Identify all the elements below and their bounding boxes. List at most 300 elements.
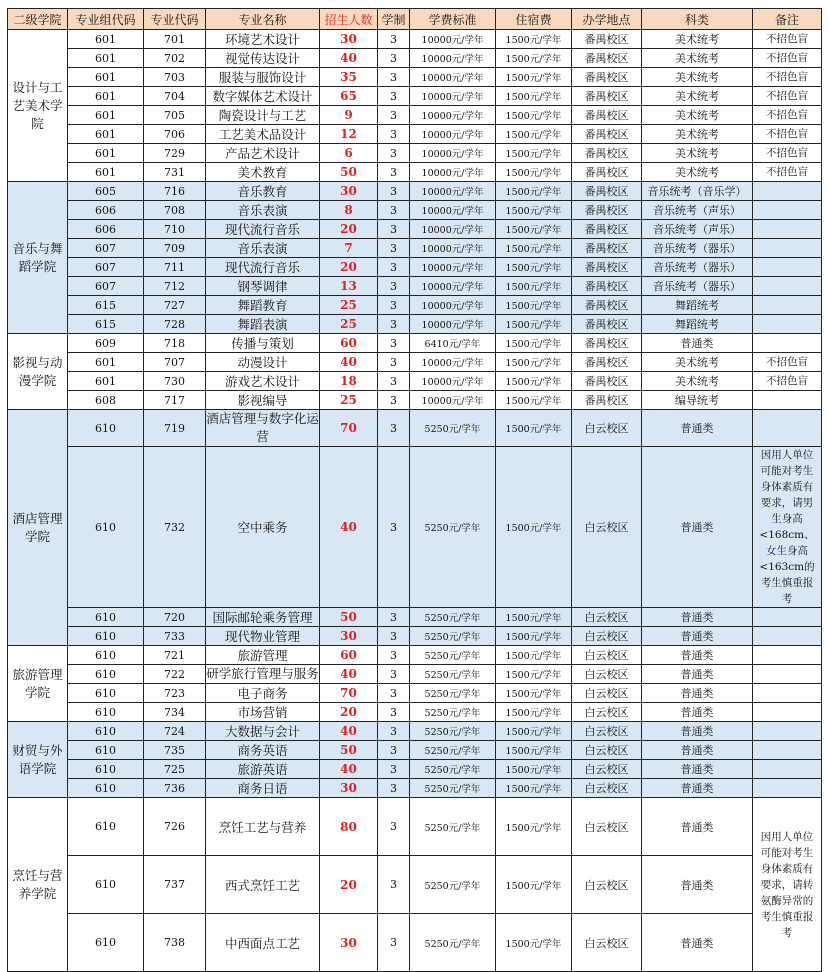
cell-group-code: 610 <box>68 684 144 703</box>
cell-years: 3 <box>378 627 410 646</box>
cell-group-code: 601 <box>68 30 144 49</box>
cell-group-code: 610 <box>68 627 144 646</box>
cell-note: 不招色盲 <box>753 144 822 163</box>
cell-tuition: 10000元/学年 <box>410 391 496 410</box>
cell-note: 因用人单位可能对考生身体素质有要求，请转氨酶异常的考生慎重报考 <box>753 798 822 972</box>
cell-years: 3 <box>378 798 410 856</box>
cell-tuition: 5250元/学年 <box>410 608 496 627</box>
cell-dorm-fee: 1500元/学年 <box>496 258 572 277</box>
cell-group-code: 601 <box>68 163 144 182</box>
table-body <box>8 30 822 972</box>
cell-category: 普通类 <box>642 779 753 798</box>
cell-enrollment-count: 50 <box>320 608 378 627</box>
cell-enrollment-count: 60 <box>320 334 378 353</box>
cell-major-code: 728 <box>144 315 206 334</box>
cell-category: 普通类 <box>642 703 753 722</box>
cell-years: 3 <box>378 163 410 182</box>
cell-major-name: 美术教育 <box>206 163 320 182</box>
cell-enrollment-count: 25 <box>320 296 378 315</box>
cell-college: 酒店管理学院 <box>8 410 68 646</box>
cell-major-name: 国际邮轮乘务管理 <box>206 608 320 627</box>
cell-major-code: 725 <box>144 760 206 779</box>
header-college: 二级学院 <box>8 9 68 30</box>
enrollment-table-wrapper <box>7 8 821 972</box>
cell-group-code: 610 <box>68 741 144 760</box>
cell-dorm-fee: 1500元/学年 <box>496 741 572 760</box>
cell-years: 3 <box>378 856 410 914</box>
cell-campus: 番禺校区 <box>572 87 642 106</box>
table-row <box>8 68 822 87</box>
cell-major-code: 719 <box>144 410 206 447</box>
cell-group-code: 610 <box>68 646 144 665</box>
cell-tuition: 10000元/学年 <box>410 49 496 68</box>
cell-major-name: 陶瓷设计与工艺 <box>206 106 320 125</box>
cell-major-name: 大数据与会计 <box>206 722 320 741</box>
table-row <box>8 258 822 277</box>
cell-years: 3 <box>378 220 410 239</box>
cell-dorm-fee: 1500元/学年 <box>496 447 572 608</box>
cell-tuition: 5250元/学年 <box>410 856 496 914</box>
cell-note <box>753 741 822 760</box>
cell-dorm-fee: 1500元/学年 <box>496 182 572 201</box>
cell-years: 3 <box>378 296 410 315</box>
cell-note <box>753 646 822 665</box>
cell-major-name: 舞蹈表演 <box>206 315 320 334</box>
cell-dorm-fee: 1500元/学年 <box>496 372 572 391</box>
header-dorm-fee: 住宿费 <box>496 9 572 30</box>
table-row <box>8 144 822 163</box>
cell-enrollment-count: 13 <box>320 277 378 296</box>
cell-years: 3 <box>378 182 410 201</box>
cell-dorm-fee: 1500元/学年 <box>496 106 572 125</box>
table-row <box>8 798 822 856</box>
cell-years: 3 <box>378 277 410 296</box>
cell-major-name: 舞蹈教育 <box>206 296 320 315</box>
cell-major-name: 数字媒体艺术设计 <box>206 87 320 106</box>
cell-tuition: 5250元/学年 <box>410 684 496 703</box>
cell-tuition: 10000元/学年 <box>410 182 496 201</box>
cell-enrollment-count: 20 <box>320 258 378 277</box>
cell-tuition: 5250元/学年 <box>410 798 496 856</box>
cell-dorm-fee: 1500元/学年 <box>496 665 572 684</box>
cell-years: 3 <box>378 239 410 258</box>
cell-enrollment-count: 7 <box>320 239 378 258</box>
cell-enrollment-count: 9 <box>320 106 378 125</box>
cell-years: 3 <box>378 779 410 798</box>
cell-dorm-fee: 1500元/学年 <box>496 30 572 49</box>
cell-years: 3 <box>378 30 410 49</box>
cell-major-name: 影视编导 <box>206 391 320 410</box>
cell-years: 3 <box>378 334 410 353</box>
enrollment-plan-table <box>7 8 822 972</box>
cell-dorm-fee: 1500元/学年 <box>496 49 572 68</box>
cell-years: 3 <box>378 391 410 410</box>
cell-note: 不招色盲 <box>753 163 822 182</box>
cell-major-code: 722 <box>144 665 206 684</box>
cell-category: 编导统考 <box>642 391 753 410</box>
cell-group-code: 605 <box>68 182 144 201</box>
cell-group-code: 610 <box>68 410 144 447</box>
cell-enrollment-count: 12 <box>320 125 378 144</box>
cell-years: 3 <box>378 49 410 68</box>
cell-major-name: 音乐表演 <box>206 239 320 258</box>
cell-years: 3 <box>378 741 410 760</box>
table-row <box>8 646 822 665</box>
table-row <box>8 914 822 972</box>
cell-tuition: 10000元/学年 <box>410 163 496 182</box>
cell-major-name: 研学旅行管理与服务 <box>206 665 320 684</box>
cell-group-code: 601 <box>68 49 144 68</box>
cell-campus: 白云校区 <box>572 646 642 665</box>
cell-major-name: 现代流行音乐 <box>206 258 320 277</box>
cell-dorm-fee: 1500元/学年 <box>496 608 572 627</box>
cell-major-code: 729 <box>144 144 206 163</box>
cell-dorm-fee: 1500元/学年 <box>496 391 572 410</box>
cell-note <box>753 277 822 296</box>
cell-major-code: 724 <box>144 722 206 741</box>
cell-campus: 番禺校区 <box>572 391 642 410</box>
cell-campus: 番禺校区 <box>572 334 642 353</box>
cell-tuition: 10000元/学年 <box>410 125 496 144</box>
cell-category: 音乐统考（音乐学） <box>642 182 753 201</box>
cell-college: 影视与动漫学院 <box>8 334 68 410</box>
cell-major-code: 716 <box>144 182 206 201</box>
cell-major-code: 727 <box>144 296 206 315</box>
cell-enrollment-count: 80 <box>320 798 378 856</box>
cell-years: 3 <box>378 201 410 220</box>
cell-campus: 番禺校区 <box>572 315 642 334</box>
cell-tuition: 10000元/学年 <box>410 87 496 106</box>
cell-college: 旅游管理学院 <box>8 646 68 722</box>
cell-dorm-fee: 1500元/学年 <box>496 334 572 353</box>
cell-major-code: 721 <box>144 646 206 665</box>
table-row <box>8 201 822 220</box>
cell-major-code: 710 <box>144 220 206 239</box>
cell-dorm-fee: 1500元/学年 <box>496 220 572 239</box>
cell-enrollment-count: 30 <box>320 779 378 798</box>
cell-enrollment-count: 40 <box>320 353 378 372</box>
table-row <box>8 703 822 722</box>
header-note: 备注 <box>753 9 822 30</box>
cell-campus: 番禺校区 <box>572 182 642 201</box>
cell-tuition: 10000元/学年 <box>410 353 496 372</box>
cell-note: 不招色盲 <box>753 353 822 372</box>
cell-group-code: 615 <box>68 315 144 334</box>
cell-major-code: 731 <box>144 163 206 182</box>
cell-category: 美术统考 <box>642 144 753 163</box>
cell-campus: 番禺校区 <box>572 125 642 144</box>
cell-dorm-fee: 1500元/学年 <box>496 410 572 447</box>
cell-campus: 番禺校区 <box>572 220 642 239</box>
cell-category: 普通类 <box>642 447 753 608</box>
cell-campus: 白云校区 <box>572 627 642 646</box>
table-row <box>8 665 822 684</box>
cell-enrollment-count: 6 <box>320 144 378 163</box>
cell-note <box>753 296 822 315</box>
cell-group-code: 610 <box>68 608 144 627</box>
cell-group-code: 610 <box>68 722 144 741</box>
cell-campus: 白云校区 <box>572 608 642 627</box>
cell-campus: 番禺校区 <box>572 372 642 391</box>
cell-major-name: 旅游管理 <box>206 646 320 665</box>
cell-category: 普通类 <box>642 646 753 665</box>
header-enrollment-count: 招生人数 <box>320 9 378 30</box>
cell-group-code: 601 <box>68 372 144 391</box>
cell-enrollment-count: 30 <box>320 30 378 49</box>
cell-campus: 白云校区 <box>572 741 642 760</box>
cell-group-code: 601 <box>68 68 144 87</box>
cell-enrollment-count: 20 <box>320 220 378 239</box>
cell-note <box>753 182 822 201</box>
cell-group-code: 610 <box>68 447 144 608</box>
cell-tuition: 10000元/学年 <box>410 277 496 296</box>
cell-enrollment-count: 20 <box>320 856 378 914</box>
cell-dorm-fee: 1500元/学年 <box>496 125 572 144</box>
cell-category: 舞蹈统考 <box>642 315 753 334</box>
cell-category: 舞蹈统考 <box>642 296 753 315</box>
cell-note <box>753 627 822 646</box>
cell-enrollment-count: 30 <box>320 627 378 646</box>
cell-major-name: 工艺美术品设计 <box>206 125 320 144</box>
header-category: 科类 <box>642 9 753 30</box>
cell-tuition: 5250元/学年 <box>410 703 496 722</box>
cell-dorm-fee: 1500元/学年 <box>496 722 572 741</box>
cell-group-code: 610 <box>68 760 144 779</box>
table-row <box>8 684 822 703</box>
cell-group-code: 606 <box>68 201 144 220</box>
table-row <box>8 372 822 391</box>
cell-major-name: 音乐教育 <box>206 182 320 201</box>
cell-category: 普通类 <box>642 760 753 779</box>
header-years: 学制 <box>378 9 410 30</box>
cell-campus: 番禺校区 <box>572 353 642 372</box>
cell-dorm-fee: 1500元/学年 <box>496 296 572 315</box>
cell-category: 普通类 <box>642 914 753 972</box>
cell-dorm-fee: 1500元/学年 <box>496 353 572 372</box>
cell-dorm-fee: 1500元/学年 <box>496 914 572 972</box>
cell-tuition: 5250元/学年 <box>410 741 496 760</box>
cell-category: 普通类 <box>642 856 753 914</box>
cell-campus: 番禺校区 <box>572 30 642 49</box>
table-row <box>8 277 822 296</box>
cell-major-name: 商务英语 <box>206 741 320 760</box>
cell-group-code: 609 <box>68 334 144 353</box>
cell-dorm-fee: 1500元/学年 <box>496 277 572 296</box>
cell-years: 3 <box>378 144 410 163</box>
cell-group-code: 601 <box>68 87 144 106</box>
cell-tuition: 5250元/学年 <box>410 627 496 646</box>
cell-major-name: 中西面点工艺 <box>206 914 320 972</box>
cell-enrollment-count: 30 <box>320 914 378 972</box>
cell-enrollment-count: 25 <box>320 391 378 410</box>
cell-years: 3 <box>378 87 410 106</box>
table-row <box>8 722 822 741</box>
cell-campus: 番禺校区 <box>572 68 642 87</box>
cell-note <box>753 703 822 722</box>
cell-major-code: 702 <box>144 49 206 68</box>
cell-college: 设计与工艺美术学院 <box>8 30 68 182</box>
cell-category: 美术统考 <box>642 163 753 182</box>
cell-note: 不招色盲 <box>753 106 822 125</box>
cell-years: 3 <box>378 258 410 277</box>
header-campus: 办学地点 <box>572 9 642 30</box>
cell-major-code: 711 <box>144 258 206 277</box>
cell-enrollment-count: 40 <box>320 760 378 779</box>
cell-group-code: 610 <box>68 856 144 914</box>
cell-years: 3 <box>378 353 410 372</box>
cell-major-code: 718 <box>144 334 206 353</box>
cell-major-name: 钢琴调律 <box>206 277 320 296</box>
cell-tuition: 10000元/学年 <box>410 220 496 239</box>
table-row <box>8 239 822 258</box>
cell-category: 美术统考 <box>642 353 753 372</box>
cell-note: 不招色盲 <box>753 125 822 144</box>
cell-campus: 白云校区 <box>572 798 642 856</box>
cell-tuition: 5250元/学年 <box>410 722 496 741</box>
cell-major-name: 音乐表演 <box>206 201 320 220</box>
cell-note: 不招色盲 <box>753 49 822 68</box>
cell-major-name: 现代物业管理 <box>206 627 320 646</box>
cell-enrollment-count: 20 <box>320 703 378 722</box>
cell-campus: 番禺校区 <box>572 239 642 258</box>
cell-category: 美术统考 <box>642 87 753 106</box>
cell-major-name: 环境艺术设计 <box>206 30 320 49</box>
cell-campus: 白云校区 <box>572 779 642 798</box>
cell-major-code: 720 <box>144 608 206 627</box>
cell-major-name: 游戏艺术设计 <box>206 372 320 391</box>
cell-tuition: 10000元/学年 <box>410 68 496 87</box>
cell-years: 3 <box>378 722 410 741</box>
cell-major-code: 723 <box>144 684 206 703</box>
cell-dorm-fee: 1500元/学年 <box>496 239 572 258</box>
cell-note <box>753 684 822 703</box>
cell-category: 美术统考 <box>642 106 753 125</box>
cell-major-code: 736 <box>144 779 206 798</box>
table-row <box>8 391 822 410</box>
cell-note <box>753 410 822 447</box>
cell-dorm-fee: 1500元/学年 <box>496 646 572 665</box>
cell-years: 3 <box>378 410 410 447</box>
table-row <box>8 315 822 334</box>
cell-dorm-fee: 1500元/学年 <box>496 201 572 220</box>
cell-campus: 白云校区 <box>572 914 642 972</box>
table-row <box>8 760 822 779</box>
cell-category: 美术统考 <box>642 68 753 87</box>
cell-tuition: 5250元/学年 <box>410 760 496 779</box>
cell-major-code: 704 <box>144 87 206 106</box>
cell-dorm-fee: 1500元/学年 <box>496 163 572 182</box>
cell-tuition: 5250元/学年 <box>410 779 496 798</box>
cell-group-code: 601 <box>68 106 144 125</box>
cell-dorm-fee: 1500元/学年 <box>496 68 572 87</box>
cell-category: 音乐统考（声乐） <box>642 220 753 239</box>
cell-campus: 白云校区 <box>572 447 642 608</box>
cell-major-name: 服装与服饰设计 <box>206 68 320 87</box>
table-row <box>8 410 822 447</box>
table-row <box>8 182 822 201</box>
cell-group-code: 601 <box>68 125 144 144</box>
table-row <box>8 106 822 125</box>
cell-group-code: 606 <box>68 220 144 239</box>
cell-college: 烹饪与营养学院 <box>8 798 68 972</box>
cell-enrollment-count: 8 <box>320 201 378 220</box>
cell-category: 音乐统考（器乐） <box>642 277 753 296</box>
cell-enrollment-count: 25 <box>320 315 378 334</box>
cell-group-code: 607 <box>68 277 144 296</box>
cell-major-name: 电子商务 <box>206 684 320 703</box>
cell-major-name: 空中乘务 <box>206 447 320 608</box>
cell-tuition: 5250元/学年 <box>410 914 496 972</box>
cell-tuition: 6410元/学年 <box>410 334 496 353</box>
cell-group-code: 601 <box>68 144 144 163</box>
table-row <box>8 779 822 798</box>
cell-category: 普通类 <box>642 665 753 684</box>
cell-major-code: 709 <box>144 239 206 258</box>
cell-dorm-fee: 1500元/学年 <box>496 684 572 703</box>
table-row <box>8 353 822 372</box>
cell-enrollment-count: 40 <box>320 665 378 684</box>
cell-enrollment-count: 40 <box>320 447 378 608</box>
cell-note <box>753 258 822 277</box>
cell-major-code: 706 <box>144 125 206 144</box>
cell-note <box>753 391 822 410</box>
cell-enrollment-count: 40 <box>320 49 378 68</box>
cell-group-code: 610 <box>68 703 144 722</box>
cell-major-name: 酒店管理与数字化运营 <box>206 410 320 447</box>
cell-years: 3 <box>378 703 410 722</box>
cell-years: 3 <box>378 608 410 627</box>
cell-dorm-fee: 1500元/学年 <box>496 760 572 779</box>
cell-enrollment-count: 65 <box>320 87 378 106</box>
cell-dorm-fee: 1500元/学年 <box>496 315 572 334</box>
cell-note: 不招色盲 <box>753 30 822 49</box>
cell-years: 3 <box>378 315 410 334</box>
cell-group-code: 608 <box>68 391 144 410</box>
cell-group-code: 601 <box>68 353 144 372</box>
cell-dorm-fee: 1500元/学年 <box>496 703 572 722</box>
cell-category: 音乐统考（器乐） <box>642 239 753 258</box>
cell-group-code: 610 <box>68 914 144 972</box>
table-row <box>8 220 822 239</box>
cell-dorm-fee: 1500元/学年 <box>496 627 572 646</box>
cell-category: 音乐统考（声乐） <box>642 201 753 220</box>
cell-enrollment-count: 50 <box>320 163 378 182</box>
cell-enrollment-count: 70 <box>320 684 378 703</box>
cell-enrollment-count: 35 <box>320 68 378 87</box>
cell-major-code: 712 <box>144 277 206 296</box>
cell-campus: 番禺校区 <box>572 201 642 220</box>
cell-major-name: 产品艺术设计 <box>206 144 320 163</box>
table-row <box>8 296 822 315</box>
cell-note: 因用人单位可能对考生身体素质有要求，请男生身高<168cm、女生身高<163cm的考生慎重报考 <box>753 447 822 608</box>
cell-years: 3 <box>378 372 410 391</box>
cell-major-name: 动漫设计 <box>206 353 320 372</box>
cell-category: 普通类 <box>642 722 753 741</box>
cell-campus: 番禺校区 <box>572 106 642 125</box>
cell-campus: 番禺校区 <box>572 277 642 296</box>
cell-tuition: 10000元/学年 <box>410 239 496 258</box>
cell-campus: 白云校区 <box>572 410 642 447</box>
cell-note: 不招色盲 <box>753 68 822 87</box>
cell-enrollment-count: 50 <box>320 741 378 760</box>
cell-dorm-fee: 1500元/学年 <box>496 144 572 163</box>
cell-campus: 番禺校区 <box>572 163 642 182</box>
header-tuition: 学费标准 <box>410 9 496 30</box>
cell-note <box>753 201 822 220</box>
cell-category: 美术统考 <box>642 49 753 68</box>
cell-major-name: 现代流行音乐 <box>206 220 320 239</box>
table-row <box>8 334 822 353</box>
